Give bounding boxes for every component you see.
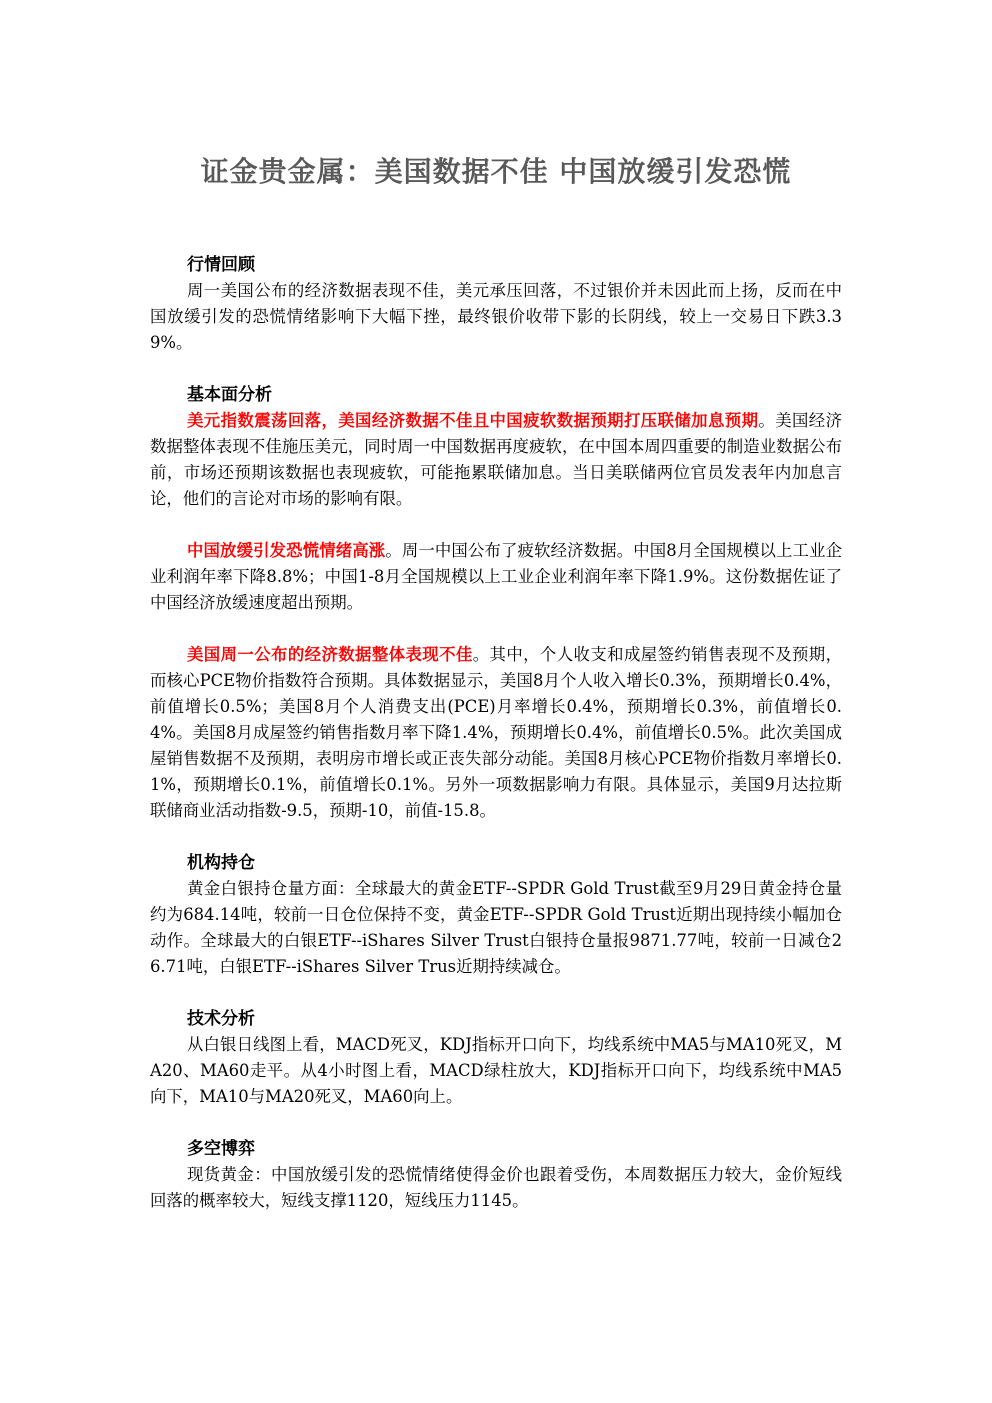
section-fundamental-analysis (150, 382, 842, 824)
section-heading-holdings: 机构持仓 (187, 853, 255, 873)
paragraph-text: 。美国经济数据整体表现不佳施压美元，同时周一中国数据再度疲软，在中国本周四重要的制造业数据公布前，市场还预期该数据也表现疲软，可能拖累联储加息。当日美联储两位官员发表年内加息言论，他们的言论对市场的影响有限。 (150, 411, 843, 508)
section-institutional-holdings (150, 850, 842, 980)
paragraph-outlook: 现货黄金：中国放缓引发的恐慌情绪使得金价也跟着受伤，本周数据压力较大，金价短线回落的概率较大，短线支撑1120，短线压力1145。 (150, 1165, 842, 1210)
highlight-lead-usd: 美元指数震荡回落，美国经济数据不佳且中国疲软数据预期打压联储加息预期 (187, 411, 759, 430)
section-market-review (150, 252, 842, 356)
spacer (150, 824, 842, 850)
paragraph-fundamental-1 (150, 408, 842, 512)
spacer (150, 980, 842, 1006)
paragraph-text: 。其中，个人收支和成屋签约销售表现不及预期，而核心PCE物价指数符合预期。具体数据显示，美国8月个人收入增长0.3%，预期增长0.4%，前值增长0.5%；美国8月个人消费支出(PCE)月率增长0.4%，预期增长0.3%，前值增长0.4%。美国8月成屋签约销售指数月率下降1.4%，预期增长0.4%，前值增长0.5%。此次美国成屋销售数据不及预期，表明房市增长或正丧失部分动能。美国8月核心PCE物价指数月率增长0.1%，预期增长0.1%，前值增长0.1%。另外一项数据影响力有限。具体显示，美国9月达拉斯联储商业活动指数-9.5，预期-10，前值-15.8。 (150, 645, 843, 820)
paragraph-fundamental-2 (150, 538, 842, 616)
section-bull-bear (150, 1136, 842, 1214)
paragraph-review: 周一美国公布的经济数据表现不佳，美元承压回落，不过银价并未因此而上扬，反而在中国放缓引发的恐慌情绪影响下大幅下挫，最终银价收带下影的长阴线，较上一交易日下跌3.39%。 (150, 281, 842, 352)
highlight-lead-china: 中国放缓引发恐慌情绪高涨 (187, 541, 386, 560)
paragraph-text: 。周一中国公布了疲软经济数据。中国8月全国规模以上工业企业利润年率下降8.8%；中国1-8月全国规模以上工业企业利润年率下降1.9%。这份数据佐证了中国经济放缓速度超出预期。 (150, 541, 842, 612)
paragraph-holdings: 黄金白银持仓量方面：全球最大的黄金ETF--SPDR Gold Trust截至9月29日黄金持仓量约为684.14吨，较前一日仓位保持不变，黄金ETF--SPDR Gold Trust近期出现持续小幅加仓动作。全球最大的白银ETF--iShares Silver Trust白银持仓量报9871.77吨，较前一日减仓26.71吨，白银ETF--iShares Silver Trus近期持续减仓。 (150, 879, 842, 976)
page-title: 证金贵金属：美国数据不佳 中国放缓引发恐慌 (200, 155, 792, 188)
document-page (150, 0, 842, 1214)
paragraph-technical: 从白银日线图上看，MACD死叉，KDJ指标开口向下，均线系统中MA5与MA10死叉，MA20、MA60走平。从4小时图上看，MACD绿柱放大，KDJ指标开口向下，均线系统中MA5向下，MA10与MA20死叉，MA60向上。 (150, 1035, 842, 1106)
section-technical-analysis (150, 1006, 842, 1110)
spacer (150, 356, 842, 382)
paragraph-fundamental-3 (150, 642, 842, 824)
spacer (150, 616, 842, 642)
section-heading-review: 行情回顾 (187, 255, 255, 275)
section-heading-fundamental: 基本面分析 (187, 385, 272, 405)
spacer (150, 512, 842, 538)
spacer (150, 1110, 842, 1136)
highlight-lead-us-data: 美国周一公布的经济数据整体表现不佳 (187, 645, 473, 664)
section-heading-technical: 技术分析 (187, 1009, 255, 1029)
section-heading-outlook: 多空博弈 (187, 1139, 255, 1159)
spacer (150, 194, 842, 252)
